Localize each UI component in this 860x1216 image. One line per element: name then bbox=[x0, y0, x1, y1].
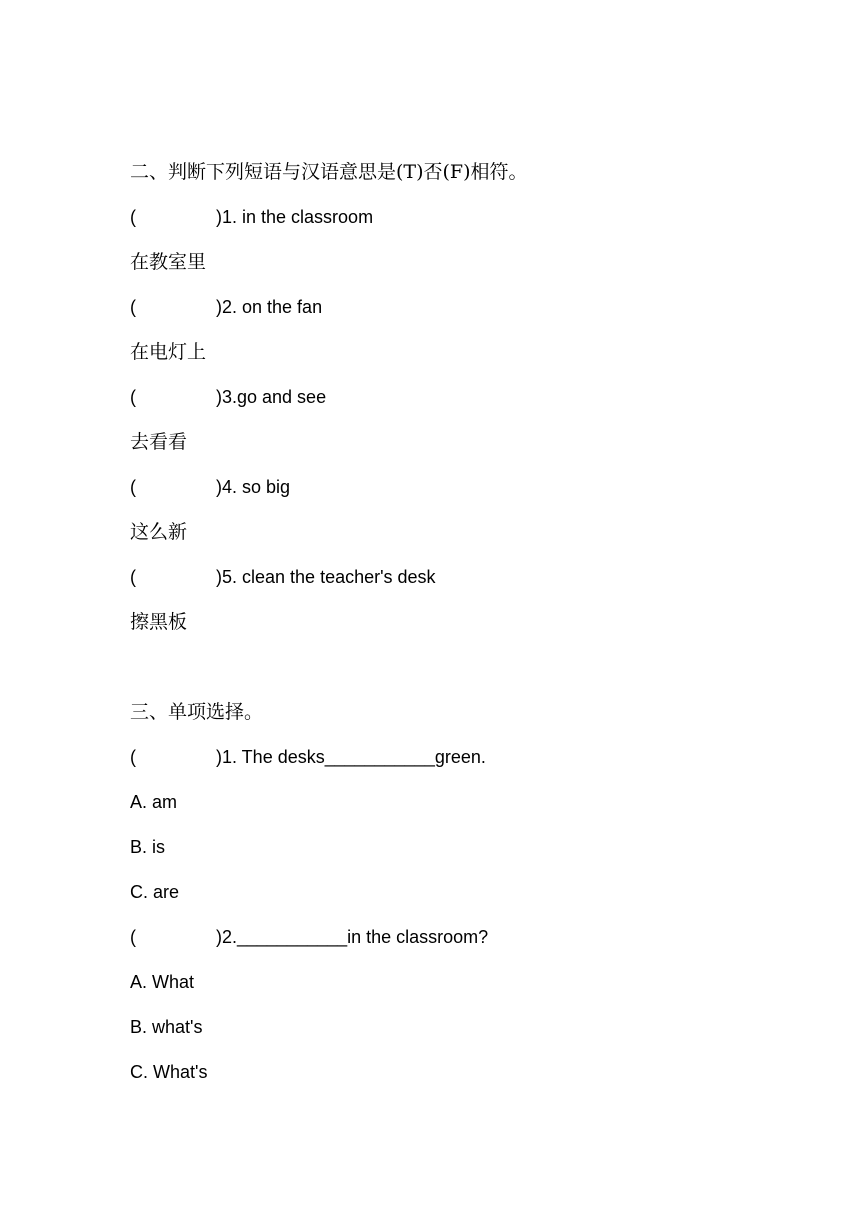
answer-blank[interactable]: ( bbox=[130, 387, 136, 407]
s2-item-1-meaning: 在教室里 bbox=[130, 251, 207, 273]
s3-q2-option-b: B. what's bbox=[130, 1017, 203, 1037]
s2-item-4-text: )4. so big bbox=[216, 477, 291, 497]
s2-item-3 bbox=[130, 385, 326, 409]
s3-question-1 bbox=[130, 745, 486, 769]
s2-item-2-meaning: 在电灯上 bbox=[130, 341, 207, 363]
s2-item-3-meaning: 去看看 bbox=[130, 431, 188, 453]
section3-heading: 三、单项选择。 bbox=[130, 701, 264, 723]
s2-item-5-meaning: 擦黑板 bbox=[130, 611, 188, 633]
s2-item-5-text: )5. clean the teacher's desk bbox=[216, 567, 436, 587]
s3-q1-option-a: A. am bbox=[130, 792, 178, 812]
answer-blank[interactable]: ( bbox=[130, 207, 136, 227]
s3-q2-option-c: C. What's bbox=[130, 1062, 208, 1082]
s3-q1-option-c: C. are bbox=[130, 882, 180, 902]
answer-blank[interactable]: ( bbox=[130, 927, 136, 947]
s2-item-5 bbox=[130, 565, 436, 589]
section2-heading: 二、判断下列短语与汉语意思是(T)否(F)相符。 bbox=[130, 161, 528, 183]
s2-item-1 bbox=[130, 205, 373, 229]
s3-question-1-text: )1. The desks___________green. bbox=[216, 747, 486, 767]
s2-item-2-text: )2. on the fan bbox=[216, 297, 323, 317]
s3-question-2 bbox=[130, 925, 488, 949]
answer-blank[interactable]: ( bbox=[130, 747, 136, 767]
s3-q1-option-b: B. is bbox=[130, 837, 166, 857]
s3-question-2-text: )2.___________in the classroom? bbox=[216, 927, 489, 947]
answer-blank[interactable]: ( bbox=[130, 477, 136, 497]
s2-item-3-text: )3.go and see bbox=[216, 387, 327, 407]
answer-blank[interactable]: ( bbox=[130, 297, 136, 317]
s2-item-1-text: )1. in the classroom bbox=[216, 207, 374, 227]
answer-blank[interactable]: ( bbox=[130, 567, 136, 587]
s2-item-4-meaning: 这么新 bbox=[130, 521, 188, 543]
s2-item-2 bbox=[130, 295, 322, 319]
s2-item-4 bbox=[130, 475, 290, 499]
s3-q2-option-a: A. What bbox=[130, 972, 195, 992]
